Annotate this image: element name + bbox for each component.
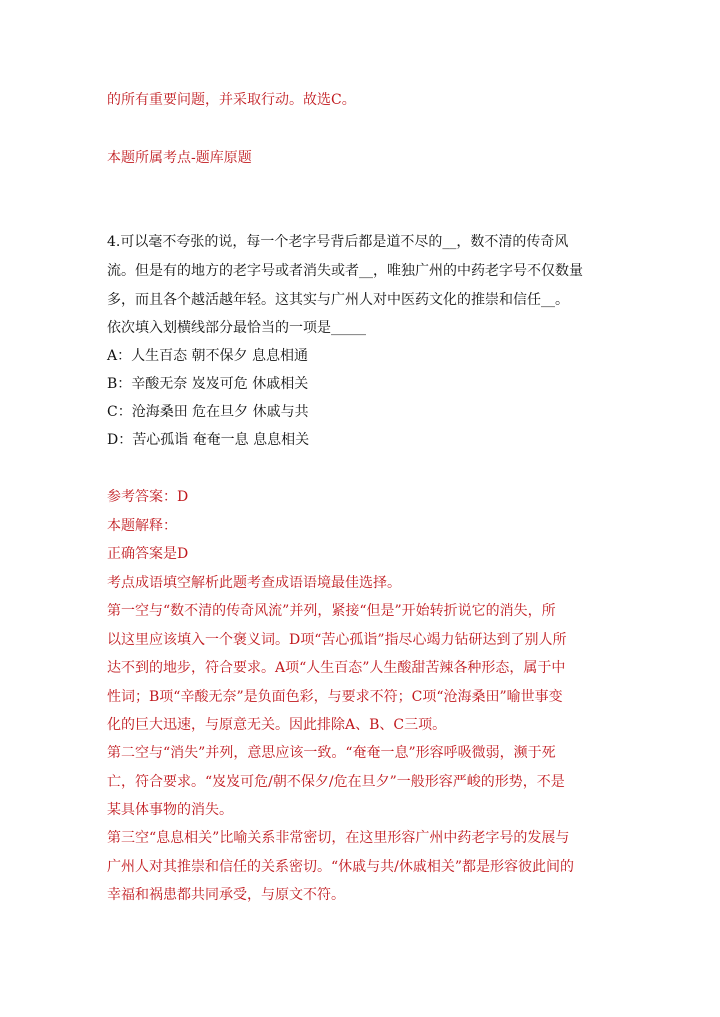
question-prompt: 依次填入划横线部分最恰当的一项是_____ — [107, 320, 366, 336]
explanation-title: 本题解释： — [107, 518, 177, 534]
explanation-line: 某具体事物的消失。 — [107, 802, 233, 818]
explanation-line: 第一空与“数不清的传奇风流”并列，紧接“但是”开始转折说它的消失，所 — [107, 603, 556, 619]
explanation-line: 第三空“息息相关”比喻关系非常密切，在这里形容广州中药老字号的发展与 — [107, 830, 570, 846]
explanation-line: 化的巨大迅速，与原意无关。因此排除A、B、C三项。 — [107, 717, 447, 733]
question-line: 多，而且各个越活越年轻。这其实与广州人对中医药文化的推崇和信任__。 — [107, 292, 569, 308]
explanation-line: 性词；B项“辛酸无奈”是负面色彩，与要求不符；C项“沧海桑田”喻世事变 — [107, 689, 563, 705]
explanation-line: 达不到的地步，符合要求。A项“人生百态”人生酸甜苦辣各种形态，属于中 — [107, 660, 566, 676]
previous-source-note: 本题所属考点-题库原题 — [107, 150, 252, 166]
explanation-line: 第二空与“消失”并列，意思应该一致。“奄奄一息”形容呼吸微弱，濒于死 — [107, 745, 556, 761]
question-line: 流。但是有的地方的老字号或者消失或者__，唯独广州的中药老字号不仅数量 — [107, 263, 583, 279]
previous-answer-tail: 的所有重要问题，并采取行动。故选C。 — [107, 92, 356, 108]
option-b: B：辛酸无奈 岌岌可危 休戚相关 — [107, 376, 309, 392]
correct-answer: 正确答案是D — [107, 546, 189, 562]
explanation-line: 以这里应该填入一个褒义词。D项“苦心孤诣”指尽心竭力钻研达到了别人所 — [107, 632, 567, 648]
question-line: 4.可以毫不夸张的说，每一个老字号背后都是道不尽的__，数不清的传奇风 — [107, 234, 569, 250]
explanation-line: 考点成语填空解析此题考查成语语境最佳选择。 — [107, 575, 401, 591]
option-d: D：苦心孤诣 奄奄一息 息息相关 — [107, 432, 310, 448]
option-c: C：沧海桑田 危在旦夕 休戚与共 — [107, 404, 309, 420]
reference-answer: 参考答案：D — [107, 489, 189, 505]
option-a: A：人生百态 朝不保夕 息息相通 — [107, 348, 309, 364]
explanation-line: 广州人对其推崇和信任的关系密切。“休戚与共/休戚相关”都是形容彼此间的 — [107, 859, 575, 875]
explanation-line: 幸福和祸患都共同承受，与原文不符。 — [107, 887, 345, 903]
explanation-line: 亡，符合要求。“岌岌可危/朝不保夕/危在旦夕”一般形容严峻的形势，不是 — [107, 774, 565, 790]
